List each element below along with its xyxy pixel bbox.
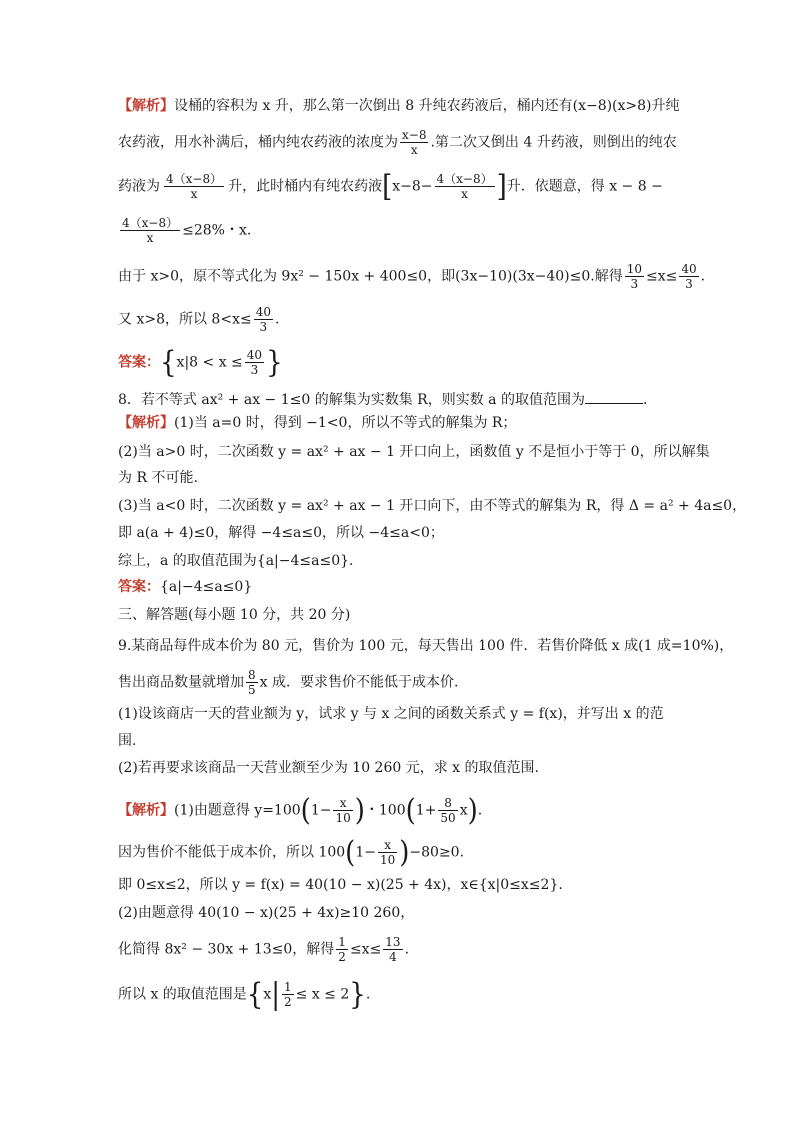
fraction: $\frac{1}{2}$ xyxy=(338,935,346,964)
p7-line4: $\frac{4(x-8)}{x}$ ≤28%・x. xyxy=(122,216,252,245)
p7-line1: 【解析】设桶的容积为 x 升，那么第一次倒出 8 升纯农药液后，桶内还有(x−8)(x>8)升纯 xyxy=(118,98,680,114)
p7-line6: 又 x>8，所以 8<x≤ $\frac{40}{3}$ . xyxy=(118,305,280,334)
p8-step1: 【解析】(1)当 a=0 时，得到 −1<0，所以不等式的解集为 R； xyxy=(118,415,517,431)
p9-s3: 即 0≤x≤2，所以 y = f(x) = 40(10 − x)(25 + 4x)，x∈{x|0≤x≤2}. xyxy=(118,877,563,893)
p9-q2: 售出商品数量就增加 $\frac{8}{5}$ x 成．要求售价不能低于成本价. xyxy=(118,668,459,697)
fraction: $\frac{4(x-8)}{x}$ xyxy=(166,172,223,201)
p9-s6: 所以 x 的取值范围是{x| $\frac{1}{2}$ ≤ x ≤ 2}. xyxy=(118,977,371,1012)
fraction: $\frac{1}{2}$ xyxy=(284,980,292,1009)
fraction: $\frac{4(x-8)}{x}$ xyxy=(436,172,493,201)
p7-line2: 农药液，用水补满后，桶内纯农药液的浓度为 $\frac{x-8}{x}$ .第二次又倒出 4 升药液，则倒出的纯农 xyxy=(118,128,677,157)
p8-step3b: 即 a(a + 4)≤0，解得 −4≤a≤0，所以 −4≤a<0； xyxy=(118,525,444,541)
p9-s4: (2)由题意得 40(10 − x)(25 + 4x)≥10 260， xyxy=(118,905,415,921)
fraction: $\frac{40}{3}$ xyxy=(681,262,697,291)
p7-answer: 答案：{x|8 < x ≤ $\frac{40}{3}$ } xyxy=(118,345,283,380)
answer-blank xyxy=(585,389,643,404)
fraction: $\frac{x}{10}$ xyxy=(335,796,351,825)
p8-step4: 综上，a 的取值范围为{a|−4≤a≤0}. xyxy=(118,553,354,569)
p9-q1: 9.某商品每件成本价为 80 元，售价为 100 元，每天售出 100 件．若售价降低 x 成(1 成=10%)， xyxy=(118,638,734,654)
p8-step2: (2)当 a>0 时，二次函数 y = ax² + ax − 1 开口向上，函数值 y 不是恒小于等于 0，所以解集 xyxy=(118,444,710,460)
analysis-tag: 【解析】 xyxy=(118,98,174,114)
p8-step3: (3)当 a<0 时，二次函数 y = ax² + ax − 1 开口向下，由不等式的解集为 R，得 Δ = a² + 4a≤0， xyxy=(118,498,747,514)
fraction: $\frac{10}{3}$ xyxy=(626,262,642,291)
p8-question: 8．若不等式 ax² + ax − 1≤0 的解集为实数集 R，则实数 a 的取值范围为 . xyxy=(118,389,647,409)
fraction: $\frac{40}{3}$ xyxy=(246,348,263,377)
p9-s2: 因为售价不能低于成本价，所以 100(1− $\frac{x}{10}$ )−80≥0. xyxy=(118,835,465,870)
fraction: $\frac{8}{5}$ xyxy=(248,668,256,697)
p8-answer: 答案：{a|−4≤a≤0} xyxy=(118,579,253,595)
answer-tag: 答案： xyxy=(118,354,160,371)
p9-s1: 【解析】(1)由题意得 y=100(1− $\frac{x}{10}$ )・100(1+ $\frac{8}{50}$ x). xyxy=(118,793,483,828)
fraction: $\frac{40}{3}$ xyxy=(255,305,271,334)
p9-s5: 化简得 8x² − 30x + 13≤0，解得 $\frac{1}{2}$ ≤x≤ $\frac{13}{4}$ . xyxy=(118,935,410,964)
section-heading: 三、解答题(每小题 10 分，共 20 分) xyxy=(118,607,351,623)
fraction: $\frac{4(x-8)}{x}$ xyxy=(122,216,179,245)
fraction: $\frac{x-8}{x}$ xyxy=(402,128,427,157)
p8-step2b: 为 R 不可能. xyxy=(118,470,198,486)
fraction: $\frac{8}{50}$ xyxy=(440,796,456,825)
fraction: $\frac{13}{4}$ xyxy=(385,935,401,964)
p7-line3: 药液为 $\frac{4(x-8)}{x}$ 升，此时桶内有纯农药液[x−8− $\frac{4(x-8)}{x}$ ]升．依题意，得 x − 8 − xyxy=(118,169,663,204)
p9-q3b: 围. xyxy=(118,733,137,749)
p9-q3: (1)设该商店一天的营业额为 y，试求 y 与 x 之间的函数关系式 y = f(x)，并写出 x 的范 xyxy=(118,706,664,722)
p9-q4: (2)若再要求该商品一天营业额至少为 10 260 元，求 x 的取值范围. xyxy=(118,760,539,776)
p7-line5: 由于 x>0，原不等式化为 9x² − 150x + 400≤0，即(3x−10)(3x−40)≤0.解得 $\frac{10}{3}$ ≤x≤ $\frac{40}{3}$ . xyxy=(118,262,706,291)
fraction: $\frac{x}{10}$ xyxy=(379,838,396,867)
